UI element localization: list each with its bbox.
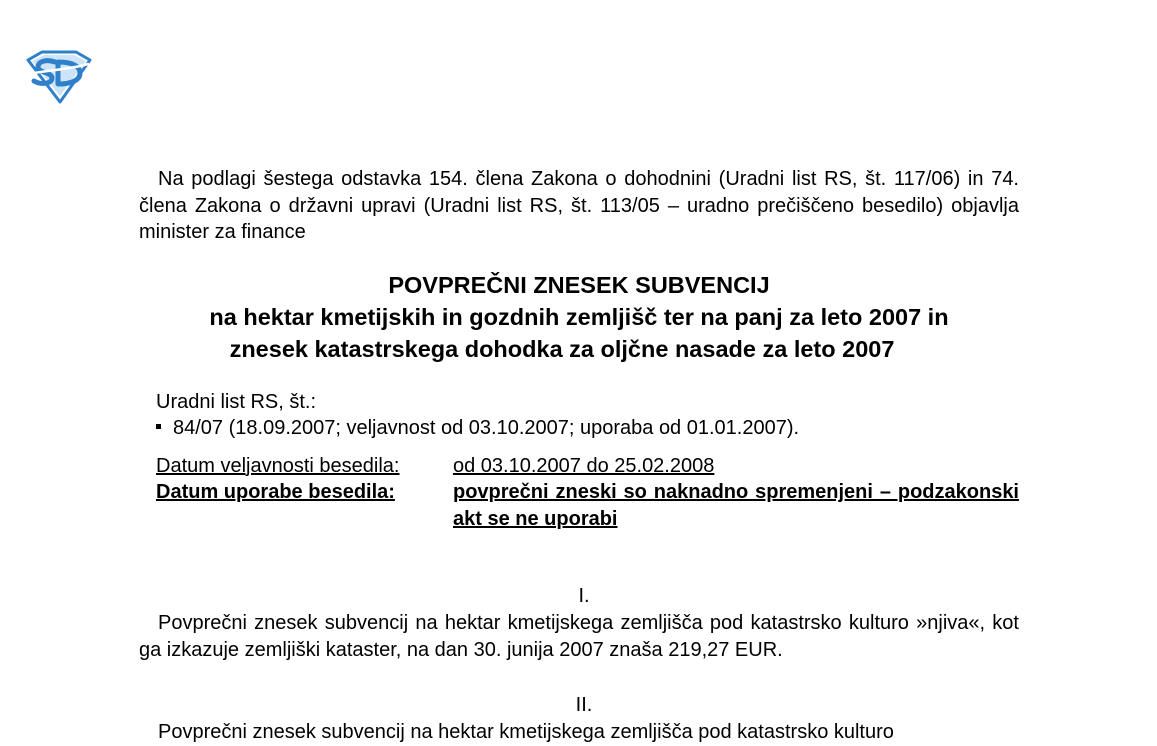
section-number-1: I. [578,585,590,607]
validity-date-value: od 03.10.2007 do 25.02.2008 [453,454,715,477]
intro-paragraph: Na podlagi šestega odstavka 154. člena Zakona o dohodnini (Uradni list RS, št. 117/06) in 74. člena Zakona o državni upravi (Uradni list RS, št. 113/05 – uradno prečiščeno besedilo) objavlja minister za finance [139,168,1019,243]
gazette-entry-text: 84/07 (18.09.2007; veljavnost od 03.10.2007; uporaba od 01.01.2007). [173,417,800,439]
gazette-heading: Uradni list RS, št.: [156,390,317,413]
usage-date-value: povprečni zneski so naknadno spremenjeni – podzakonski akt se ne uporabi [453,481,1019,530]
usage-date-label: Datum uporabe besedila: [156,481,395,503]
document-title [139,269,1019,365]
validity-table [156,453,1019,533]
document-page [139,166,1019,746]
bullet-icon [156,424,161,429]
section-text-1: Povprečni znesek subvencij na hektar kmetijskega zemljišča pod katastrsko kulturo »njiva«, kot ga izkazuje zemljiški kataster, na dan 30. junija 2007 znaša 219,27 EUR. [139,612,1019,661]
sd-logo-icon [22,50,96,104]
gazette-entry [156,415,1019,442]
title-line-2: na hektar kmetijskih in gozdnih zemljišč ter na panj za leto 2007 in [209,303,949,330]
section-text-2: Povprečni znesek subvencij na hektar kmetijskega zemljišča pod katastrsko kulturo [158,721,894,743]
title-line-1: POVPREČNI ZNESEK SUBVENCIJ [388,271,770,298]
official-gazette-block [156,389,1019,442]
section-number-2: II. [575,694,593,716]
validity-date-label: Datum veljavnosti besedila: [156,454,400,477]
title-line-3: znesek katastrskega dohodka za oljčne nasade za leto 2007 [229,335,895,362]
